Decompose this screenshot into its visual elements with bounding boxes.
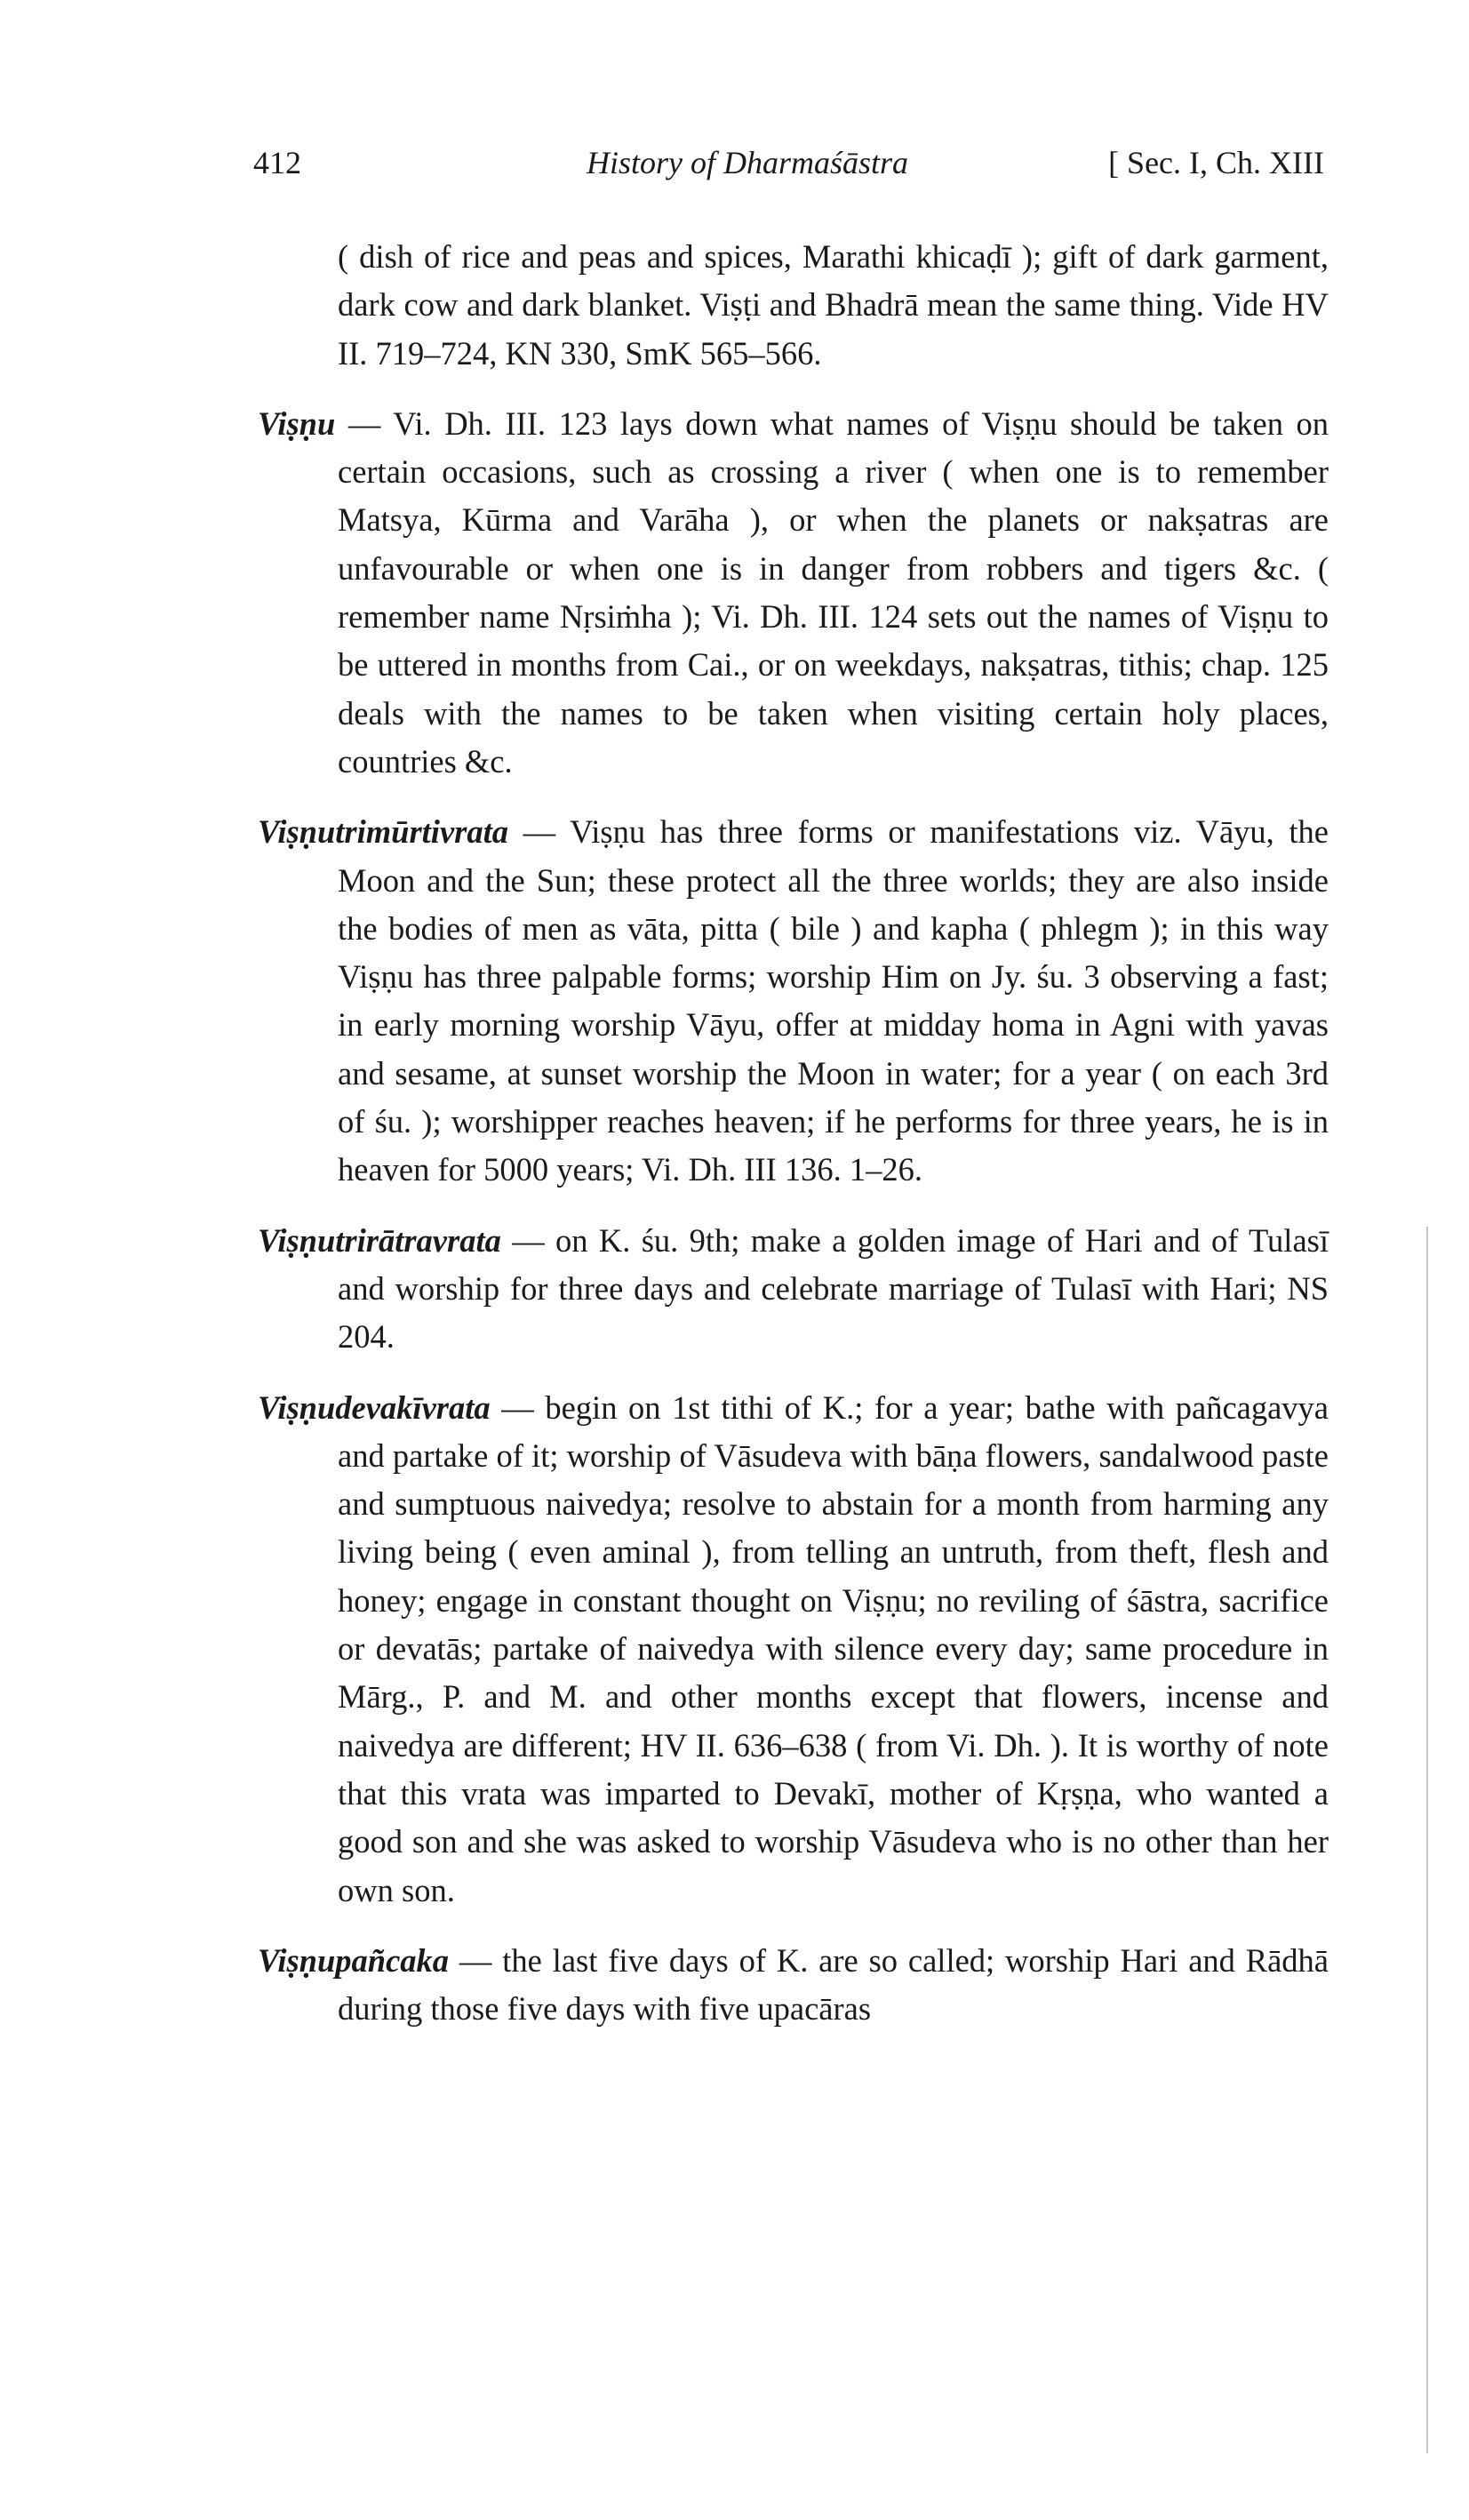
section-reference: [ Sec. I, Ch. XIII [1108, 145, 1324, 180]
entry-visnu [258, 400, 1329, 786]
entry-text: — on K. śu. 9th; make a golden image of Hari and of Tulasī and worship for three days and celebrate marriage of Tulasī with Hari; NS 204. [338, 1221, 1329, 1356]
entry-continuation [258, 233, 1329, 378]
entry-visnupancaka [258, 1937, 1329, 2034]
scan-edge-line [1426, 1227, 1428, 2453]
entry-visnutrimurtivrata [258, 808, 1329, 1194]
page-number: 412 [253, 145, 301, 180]
entry-headword: Viṣṇutrimūrtivrata [258, 813, 508, 851]
entry-visnutriratravrata [258, 1217, 1329, 1362]
entry-visnudevakivrata [258, 1384, 1329, 1915]
entry-headword: Viṣṇu [258, 404, 336, 442]
entry-headword: Viṣṇupañcaka [258, 1941, 450, 1979]
entry-headword: Viṣṇudevakīvrata [258, 1388, 491, 1426]
running-header [253, 144, 1324, 190]
entry-list [258, 233, 1329, 2055]
entry-text: ( dish of rice and peas and spices, Marathi khicaḍī ); gift of dark garment, dark cow and dark blanket. Viṣṭi and Bhadrā mean the same thing. Vide HV II. 719–724, KN 330, SmK 565–566. [338, 238, 1329, 372]
entry-text: — begin on 1st tithi of K.; for a year; bathe with pañcagavya and partake of it; worship of Vāsudeva with bāṇa flowers, sandalwood paste and sumptuous naivedya; resolve to abstain for a month from harming any living being ( even aminal ), from telling an untruth, from theft, flesh and honey; engage in constant thought on Viṣṇu; no reviling of śāstra, sacrifice or devatās; partake of naivedya with silence every day; same procedure in Mārg., P. and M. and other months except that flowers, incense and naivedya are different; HV II. 636–638 ( from Vi. Dh. ). It is worthy of note that this vrata was imparted to Devakī, mother of Kṛṣṇa, who wanted a good son and she was asked to worship Vāsudeva who is no other than her own son. [338, 1388, 1329, 1908]
entry-text: — Viṣṇu has three forms or manifestations viz. Vāyu, the Moon and the Sun; these protect all the three worlds; they are also inside the bodies of men as vāta, pitta ( bile ) and kapha ( phlegm ); in this way Viṣṇu has three palpable forms; worship Him on Jy. śu. 3 observing a fast; in early morning worship Vāyu, offer at midday homa in Agni with yavas and sesame, at sunset worship the Moon in water; for a year ( on each 3rd of śu. ); worshipper reaches heaven; if he performs for three years, he is in heaven for 5000 years; Vi. Dh. III 136. 1–26. [338, 813, 1329, 1188]
entry-text: — the last five days of K. are so called; worship Hari and Rādhā during those five days with five upacāras [338, 1941, 1329, 2028]
entry-headword: Viṣṇutrirātravrata [258, 1221, 501, 1259]
running-title: History of Dharmaśāstra [587, 145, 909, 180]
entry-text: — Vi. Dh. III. 123 lays down what names of Viṣṇu should be taken on certain occasions, such as crossing a river ( when one is to remember Matsya, Kūrma and Varāha ), or when the planets or nakṣatras are unfavourable or when one is in danger from robbers and tigers &c. ( remember name Nṛsiṁha ); Vi. Dh. III. 124 sets out the names of Viṣṇu to be uttered in months from Cai., or on weekdays, nakṣatras, tithis; chap. 125 deals with the names to be taken when visiting certain holy places, countries &c. [335, 404, 1329, 780]
